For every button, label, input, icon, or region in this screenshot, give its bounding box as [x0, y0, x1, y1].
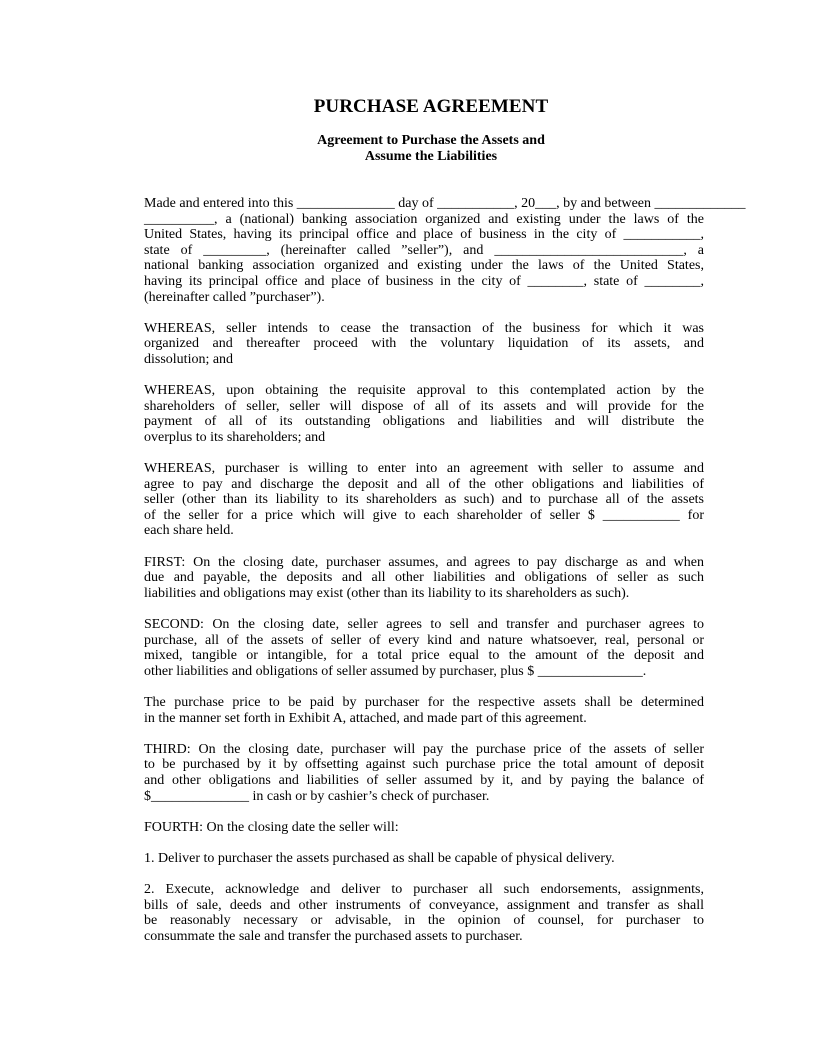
paragraph-line: be reasonably necessary or advisable, in the opinion of counsel, for purchaser to	[144, 913, 704, 929]
paragraph-line: shareholders of seller, seller will dispose of all of its assets and will provide for the	[144, 398, 704, 414]
paragraph-line: due and payable, the deposits and all other liabilities and obligations of seller as such	[144, 570, 704, 586]
paragraph-line: each share held.	[144, 523, 234, 539]
paragraph	[144, 695, 704, 726]
paragraph-line: $______________ in cash or by cashier’s check of purchaser.	[144, 788, 490, 804]
paragraph-line: consummate the sale and transfer the purchased assets to purchaser.	[144, 928, 523, 944]
paragraph	[144, 383, 704, 445]
paragraph-line: FOURTH: On the closing date the seller will:	[144, 819, 399, 835]
paragraph	[144, 882, 704, 944]
paragraph-line: (hereinafter called ”purchaser”).	[144, 289, 325, 305]
paragraph-line: WHEREAS, seller intends to cease the transaction of the business for which it was	[144, 320, 704, 336]
document-body	[144, 196, 746, 960]
paragraph	[144, 820, 704, 836]
paragraph-line: mixed, tangible or intangible, for a total price equal to the amount of the deposit and	[144, 648, 704, 664]
paragraph-line: overplus to its shareholders; and	[144, 429, 326, 445]
paragraph	[144, 742, 704, 804]
paragraph-line: FIRST: On the closing date, purchaser assumes, and agrees to pay discharge as and when	[144, 554, 704, 570]
subtitle-line-2: Assume the Liabilities	[364, 149, 498, 164]
paragraph-line: WHEREAS, upon obtaining the requisite approval to this contemplated action by the	[144, 383, 704, 399]
paragraph-line: liabilities and obligations may exist (other than its liability to its shareholders as such).	[144, 585, 630, 601]
paragraph-line: in the manner set forth in Exhibit A, attached, and made part of this agreement.	[144, 710, 587, 726]
paragraph-line: bills of sale, deeds and other instruments of conveyance, assignment and transfer as shall	[144, 897, 704, 913]
paragraph-line: 1. Deliver to purchaser the assets purchased as shall be capable of physical delivery.	[144, 850, 615, 866]
paragraph	[144, 851, 704, 867]
paragraph-line: to be purchased by it by offsetting against such purchase price the total amount of deposit	[144, 757, 704, 773]
paragraph-line: WHEREAS, purchaser is willing to enter into an agreement with seller to assume and	[144, 461, 704, 477]
paragraph-line: __________, a (national) banking association organized and existing under the laws of the	[144, 211, 704, 227]
paragraph-line: national banking association organized and existing under the laws of the United States,	[144, 258, 704, 274]
paragraph-line: dissolution; and	[144, 351, 234, 367]
paragraph	[144, 196, 746, 305]
paragraph-line: agree to pay and discharge the deposit and all of the other obligations and liabilities of	[144, 476, 704, 492]
paragraph-line: and other obligations and liabilities of seller assumed by it, and by paying the balance of	[144, 772, 704, 788]
subtitle-line-1: Agreement to Purchase the Assets and	[317, 133, 545, 148]
paragraph-line: state of _________, (hereinafter called ”seller”), and ___________________________, a	[144, 242, 704, 258]
paragraph	[144, 461, 704, 539]
paragraph-line: purchase, all of the assets of seller of every kind and nature whatsoever, real, personal or	[144, 632, 704, 648]
paragraph-line: seller (other than its liability to its shareholders as such) and to purchase all of the assets	[144, 492, 704, 508]
document-subtitle	[0, 133, 816, 165]
paragraph-line: United States, having its principal office and place of business in the city of ___________,	[144, 227, 704, 243]
paragraph-line: SECOND: On the closing date, seller agrees to sell and transfer and purchaser agrees to	[144, 617, 704, 633]
paragraph-line: THIRD: On the closing date, purchaser will pay the purchase price of the assets of seller	[144, 741, 704, 757]
paragraph	[144, 617, 704, 679]
paragraph-line: having its principal office and place of business in the city of ________, state of ________,	[144, 273, 704, 289]
paragraph-line: 2. Execute, acknowledge and deliver to purchaser all such endorsements, assignments,	[144, 882, 704, 898]
paragraph-line: other liabilities and obligations of seller assumed by purchaser, plus $ _______________.	[144, 663, 647, 679]
paragraph-line: The purchase price to be paid by purchaser for the respective assets shall be determined	[144, 695, 704, 710]
document-title: PURCHASE AGREEMENT	[313, 96, 549, 117]
paragraph-line: payment of all of its outstanding obligations and liabilities and will distribute the	[144, 414, 704, 430]
paragraph-line: Made and entered into this ______________ day of ___________, 20___, by and between _____________	[144, 196, 746, 211]
paragraph-line: of the seller for a price which will give to each shareholder of seller $ ___________ for	[144, 507, 704, 523]
paragraph	[144, 321, 704, 368]
paragraph	[144, 555, 704, 602]
paragraph-line: organized and thereafter proceed with the voluntary liquidation of its assets, and	[144, 336, 704, 352]
